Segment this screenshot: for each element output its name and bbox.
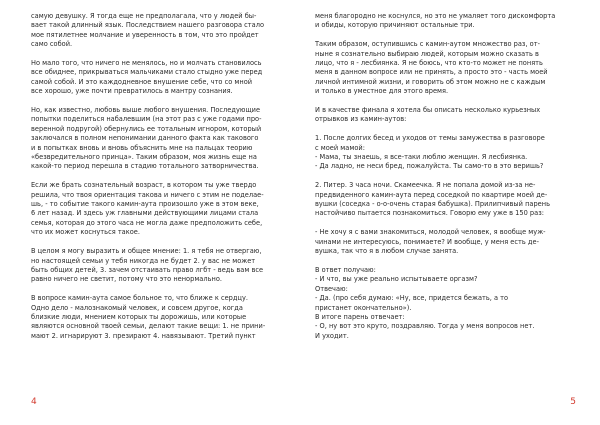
right-paragraph-1: меня благородно не коснулся, но это не умаляет того дискомфорта и обиды, которую причиняют остальные три. [315,12,556,30]
left-paragraph-1: самую девушку. Я тогда еще не предполагала, что у людей бы- вает такой длинный язык. Последствием нашего разговора стало мое пятилетнее молчание и уверенность в том, что это пройдет само собой. [31,12,264,49]
left-paragraph-4: Если же брать сознательный возраст, в котором ты уже твердо решила, что твоя ориентация такова и ничего с этим не поделае- шь, - то событие такого камин-аута произошло уже в этом веке, 6 лет назад. И здесь уж главными действующими лицами стала семья, которая до этого часа не могла даже предположить себе, что их может коснуться такое. [31,181,264,237]
right-page [300,0,600,425]
right-paragraph-3: И в качестве финала я хотела бы описать несколько курьезных отрывков из камин-аутов: [315,106,541,124]
left-paragraph-5: В целом я могу выразить и общее мнение: 1. я тебя не отвергаю, но настоящей семьи у тебя никогда не будет 2. у вас не может быть общих детей, 3. зачем отстаивать право лгбт - ведь вам все равно ничего не светит, потому что это ненормально. [31,247,264,284]
left-paragraph-2: Но мало того, что ничего не менялось, но и молчать становилось все обиднее, прикрываться мальчиками стало стыдно уже перед самой собой. И это каждодневное внушение себе, что со мной все хорошо, уже почти превратилось в мантру сознания. [31,59,263,96]
page-number-right: 5 [570,397,576,407]
right-paragraph-4: 1. После долгих бесед и уходов от темы замужества в разговоре с моей мамой: - Мама, ты знаешь, я все-таки люблю женщин. Я лесбиянка. - Да ладно, не неси бред, пожалуйста. Ты само-то в это веришь? [315,134,545,171]
left-paragraph-6: В вопросе камин-аута самое больное то, что ближе к сердцу. Одно дело - малознакомый человек, и совсем другое, когда близкие люди, мнением которых ты дорожишь, или которые являются основной твоей семьи, делают такие вещи: 1. не прини- мают 2. игнарируют 3. презирают 4. навязывают. Третий пункт [31,294,266,340]
right-paragraph-7: В ответ получаю: - И что, вы уже реально испытываете оргазм? Отвечаю: - Да. (про себя думаю: «Ну, все, придется бежать, а то пристанет окончательно»). В итоге парень отвечает: - О, ну вот это круто, поздравляю. Тогда у меня вопросов нет. И уходит. [315,265,535,340]
right-paragraph-5: 2. Питер. 3 часа ночи. Скамеечка. Я не попала домой из-за не- предвиденного камин-аута перед соседкой по квартире моей де- вушки (соседка - о-о-очень старая бабушка). Прилипчивый парень настойчиво пытается познакомиться. Говорю ему уже в 150 раз: [315,181,550,218]
page-number-left: 4 [31,397,37,407]
right-paragraph-6: - Не хочу я с вами знакомиться, молодой человек, я вообще муж- чинами не интересуюсь, понимаете? И вообще, у меня есть де- вушка, так что я в любом случае занята. [315,228,546,256]
right-paragraph-2: Таким образом, оступившись с камин-аутом множество раз, от- ныне я сознательно выбираю людей, которым можно сказать в лицо, что я - лесбиянка. Я не боюсь, что кто-то может не понять меня в данном вопросе или не принять, а просто это - часть моей личной интимной жизни, и говорить об этом можно не с каждым и только в уместное для этого время. [315,40,548,96]
left-paragraph-3: Но, как известно, любовь выше любого внушения. Последующие попытки поделиться набалевшим (на этот раз с уже годами про- веренной подругой) обернулись ее тотальным игнором, который заключался в полном непонимании данного факта как такового и в попытках вновь и вновь объяснить мне на пальцах теорию «безвредительного принца». Таким образом, моя жизнь еще на какой-то период перешла в стадию тотального затворничества. [31,106,262,171]
